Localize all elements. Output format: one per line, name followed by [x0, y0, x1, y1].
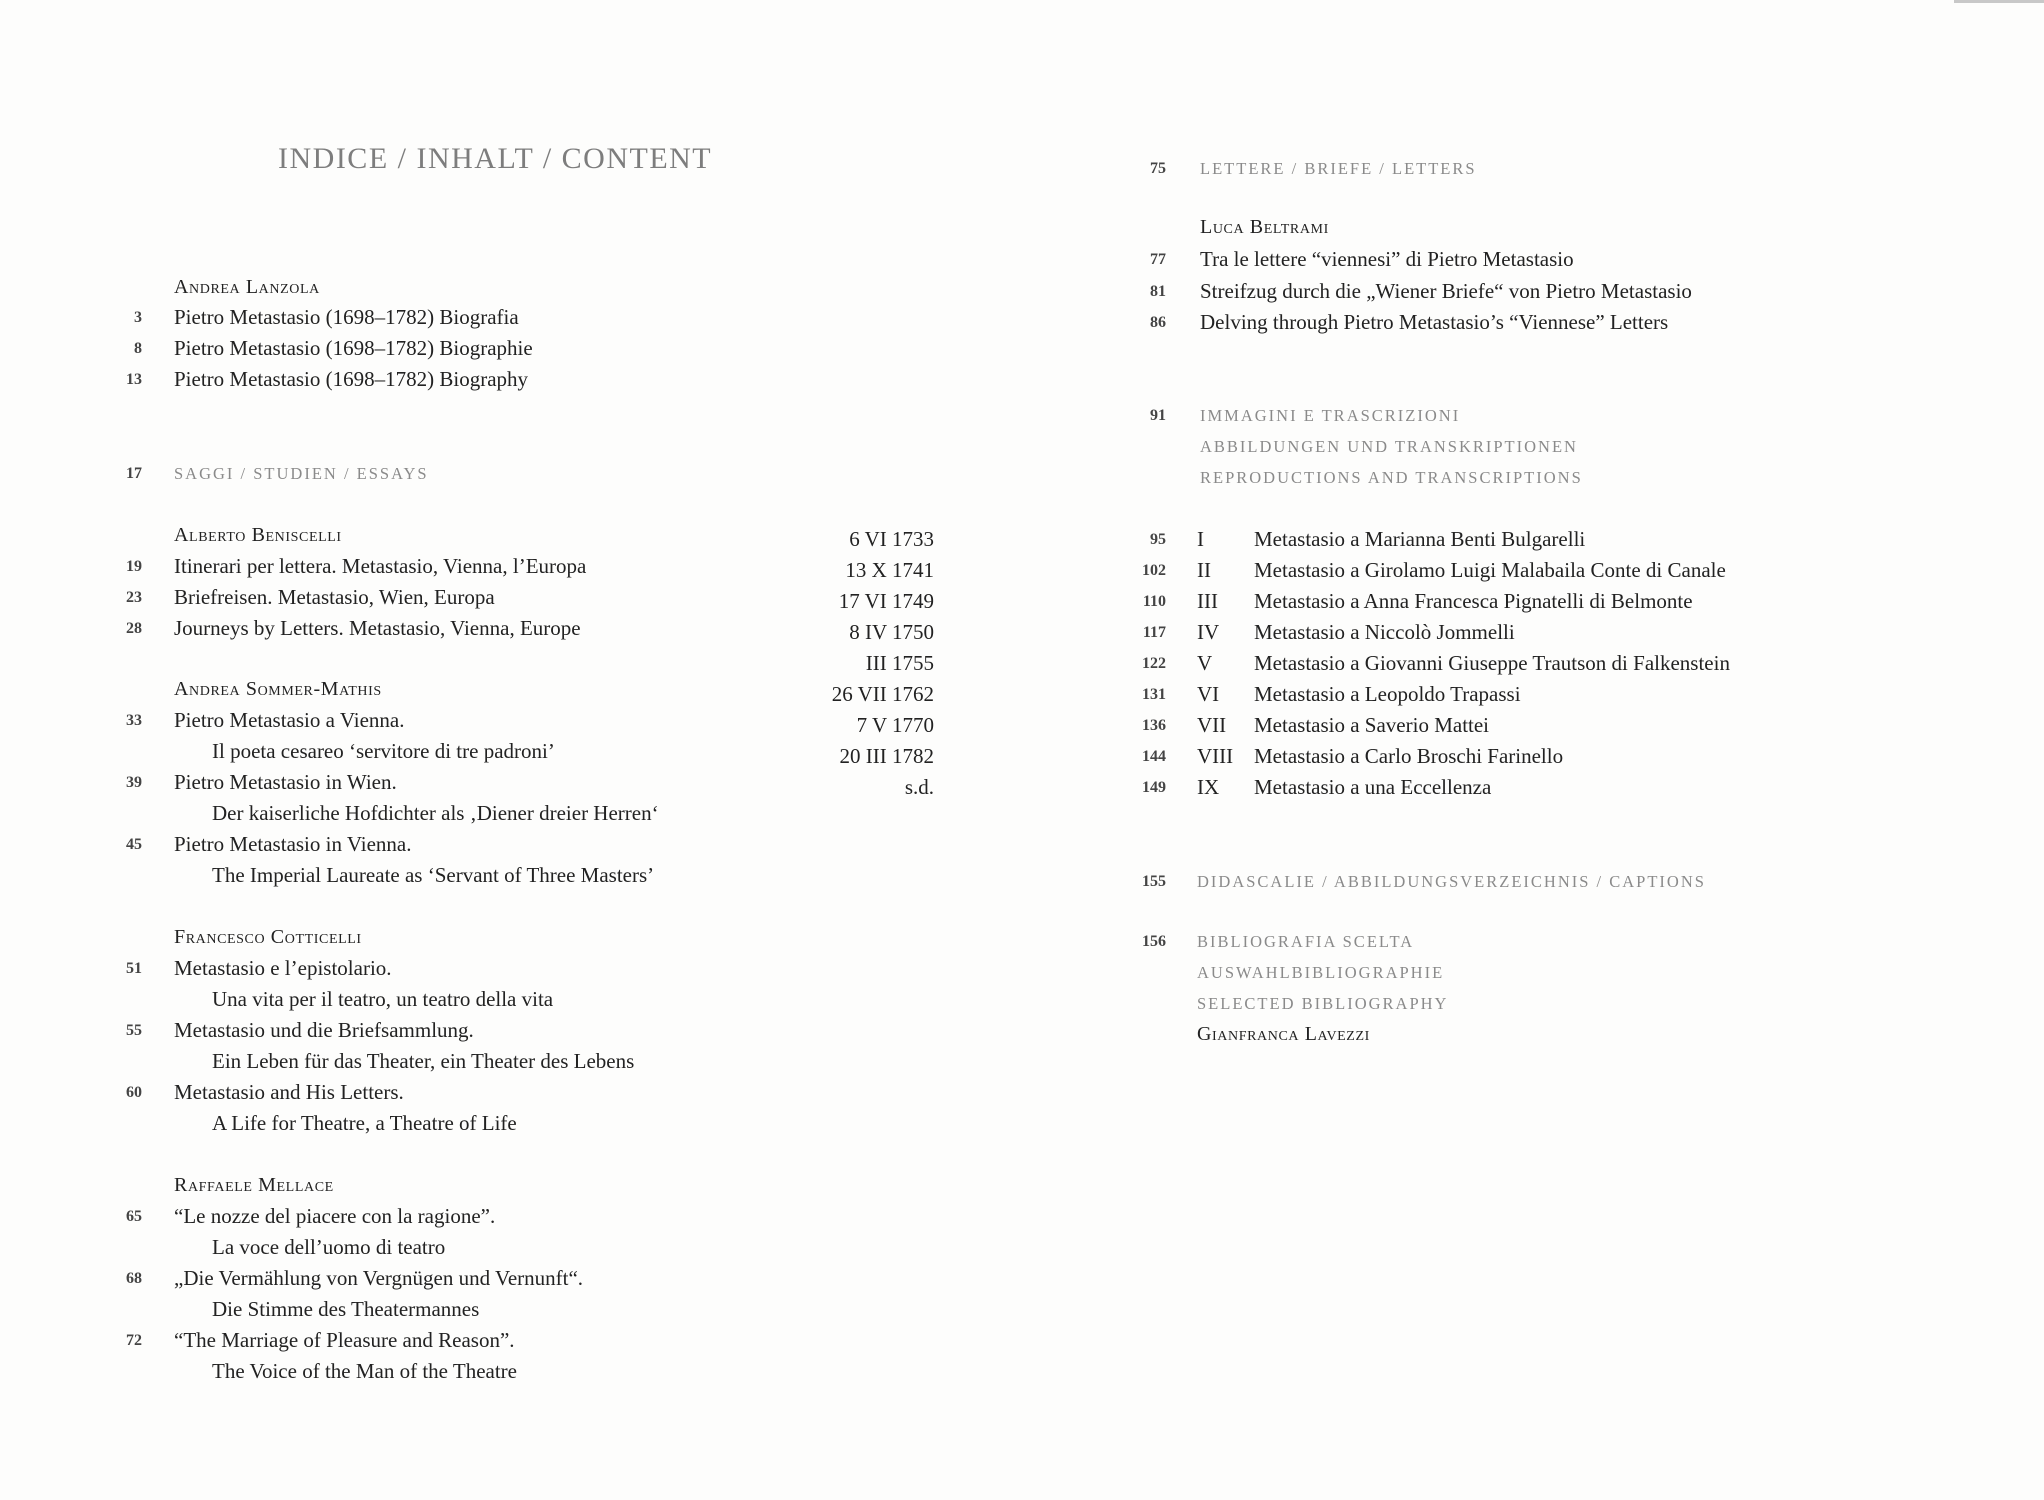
letter-date: III 1755 — [865, 651, 934, 675]
roman-numeral: IX — [1197, 775, 1220, 799]
page-number: 33 — [126, 712, 142, 729]
section-label: IMMAGINI E TRASCRIZIONI — [1200, 406, 1461, 425]
section-label: AUSWAHLBIBLIOGRAPHIE — [1197, 963, 1445, 982]
page-number: 81 — [1150, 283, 1166, 300]
section-label: REPRODUCTIONS AND TRANSCRIPTIONS — [1200, 468, 1583, 487]
page-number: 8 — [134, 340, 142, 357]
page-number: 156 — [1142, 933, 1166, 950]
roman-numeral: V — [1197, 651, 1213, 675]
page-number: 68 — [126, 1270, 142, 1287]
page-number: 39 — [126, 774, 142, 791]
page-number: 45 — [126, 836, 142, 853]
page-number: 91 — [1150, 407, 1166, 424]
entry-title: “The Marriage of Pleasure and Reason”. — [174, 1328, 515, 1352]
entry-title: Streifzug durch die „Wiener Briefe“ von Pietro Metastasio — [1200, 279, 1692, 303]
letter-date: 7 V 1770 — [856, 713, 934, 737]
section-label: LETTERE / BRIEFE / LETTERS — [1200, 159, 1477, 178]
entry-subtitle: Der kaiserliche Hofdichter als ‚Diener dreier Herren‘ — [212, 801, 659, 825]
page-number: 144 — [1142, 748, 1166, 765]
letter-title: Metastasio a Girolamo Luigi Malabaila Conte di Canale — [1254, 558, 1726, 582]
page-number: 17 — [126, 465, 142, 482]
roman-numeral: VIII — [1197, 744, 1234, 768]
letter-title: Metastasio a Carlo Broschi Farinello — [1254, 744, 1564, 768]
section-label: ABBILDUNGEN UND TRANSKRIPTIONEN — [1200, 437, 1578, 456]
page-number: 13 — [126, 371, 142, 388]
entry-title: Pietro Metastasio (1698–1782) Biography — [174, 367, 529, 391]
page-number: 136 — [1142, 717, 1166, 734]
author-name: Gianfranca Lavezzi — [1197, 1023, 1370, 1045]
entry-title: Itinerari per lettera. Metastasio, Vienna, l’Europa — [174, 554, 587, 578]
roman-numeral: I — [1197, 527, 1204, 551]
page-number: 60 — [126, 1084, 142, 1101]
roman-numeral: III — [1197, 589, 1218, 613]
roman-numeral: IV — [1197, 620, 1220, 644]
page-number: 95 — [1150, 531, 1166, 548]
letter-title: Metastasio a Saverio Mattei — [1254, 713, 1490, 737]
page-number: 3 — [134, 309, 142, 326]
entry-subtitle: The Voice of the Man of the Theatre — [212, 1359, 517, 1383]
letter-title: Metastasio a Anna Francesca Pignatelli di Belmonte — [1254, 589, 1693, 613]
page-number: 55 — [126, 1022, 142, 1039]
entry-subtitle: The Imperial Laureate as ‘Servant of Three Masters’ — [212, 863, 655, 887]
page-number: 23 — [126, 589, 142, 606]
roman-numeral: VI — [1197, 682, 1220, 706]
author-name: Andrea Lanzola — [174, 276, 320, 298]
entry-subtitle: La voce dell’uomo di teatro — [212, 1235, 446, 1259]
roman-numeral: VII — [1197, 713, 1227, 737]
page-number: 102 — [1142, 562, 1166, 579]
entry-title: Metastasio and His Letters. — [174, 1080, 404, 1104]
page-number: 122 — [1142, 655, 1166, 672]
author-name: Francesco Cotticelli — [174, 926, 362, 948]
letter-date: 17 VI 1749 — [838, 589, 934, 613]
entry-subtitle: Il poeta cesareo ‘servitore di tre padroni’ — [212, 739, 555, 763]
page-number: 155 — [1142, 873, 1166, 890]
letter-title: Metastasio a Marianna Benti Bulgarelli — [1254, 527, 1586, 551]
letter-date: 26 VII 1762 — [831, 682, 934, 706]
entry-title: “Le nozze del piacere con la ragione”. — [174, 1204, 496, 1228]
author-name: Luca Beltrami — [1200, 216, 1329, 238]
entry-subtitle: Die Stimme des Theatermannes — [212, 1297, 480, 1321]
author-name: Alberto Beniscelli — [174, 524, 342, 546]
entry-title: Briefreisen. Metastasio, Wien, Europa — [174, 585, 495, 609]
entry-title: Pietro Metastasio in Wien. — [174, 770, 397, 794]
page-number: 72 — [126, 1332, 142, 1349]
entry-title: Pietro Metastasio (1698–1782) Biografia — [174, 305, 519, 329]
page-number: 51 — [126, 960, 142, 977]
letter-date: s.d. — [904, 775, 934, 799]
page-number: 65 — [126, 1208, 142, 1225]
entry-subtitle: A Life for Theatre, a Theatre of Life — [212, 1111, 517, 1135]
page-number: 77 — [1150, 251, 1166, 268]
page-number: 86 — [1150, 314, 1166, 331]
entry-subtitle: Ein Leben für das Theater, ein Theater des Lebens — [212, 1049, 635, 1073]
entry-title: Metastasio und die Briefsammlung. — [174, 1018, 474, 1042]
roman-numeral: II — [1197, 558, 1211, 582]
letter-title: Metastasio a Leopoldo Trapassi — [1254, 682, 1521, 706]
section-label: SAGGI / STUDIEN / ESSAYS — [174, 464, 429, 483]
author-name: Raffaele Mellace — [174, 1174, 334, 1196]
page-title: INDICE / INHALT / CONTENT — [278, 142, 713, 175]
entry-title: Tra le lettere “viennesi” di Pietro Metastasio — [1200, 247, 1574, 271]
page-number: 19 — [126, 558, 142, 575]
letter-title: Metastasio a Giovanni Giuseppe Trautson di Falkenstein — [1254, 651, 1730, 675]
entry-title: Pietro Metastasio (1698–1782) Biographie — [174, 336, 533, 360]
letter-title: Metastasio a Niccolò Jommelli — [1254, 620, 1515, 644]
entry-title: Pietro Metastasio a Vienna. — [174, 708, 405, 732]
letter-date: 20 III 1782 — [839, 744, 934, 768]
entry-subtitle: Una vita per il teatro, un teatro della vita — [212, 987, 554, 1011]
entry-title: Delving through Pietro Metastasio’s “Viennese” Letters — [1200, 310, 1669, 334]
entry-title: Metastasio e l’epistolario. — [174, 956, 392, 980]
page-number: 131 — [1142, 686, 1166, 703]
letter-title: Metastasio a una Eccellenza — [1254, 775, 1492, 799]
section-label: BIBLIOGRAFIA SCELTA — [1197, 932, 1415, 951]
page-number: 28 — [126, 620, 142, 637]
entry-title: Journeys by Letters. Metastasio, Vienna, Europe — [174, 616, 581, 640]
page-number: 75 — [1150, 160, 1166, 177]
section-label: DIDASCALIE / ABBILDUNGSVERZEICHNIS / CAPTIONS — [1197, 872, 1706, 891]
letter-date: 8 IV 1750 — [849, 620, 934, 644]
entry-title: „Die Vermählung von Vergnügen und Vernunft“. — [174, 1266, 584, 1290]
letter-date: 6 VI 1733 — [849, 527, 934, 551]
page-number: 149 — [1142, 779, 1166, 796]
page-number: 110 — [1142, 593, 1166, 610]
letter-date: 13 X 1741 — [845, 558, 934, 582]
entry-title: Pietro Metastasio in Vienna. — [174, 832, 412, 856]
author-name: Andrea Sommer-Mathis — [174, 678, 382, 700]
page-number: 117 — [1142, 624, 1166, 641]
page-edge-mark — [1954, 0, 2044, 3]
section-label: SELECTED BIBLIOGRAPHY — [1197, 994, 1449, 1013]
